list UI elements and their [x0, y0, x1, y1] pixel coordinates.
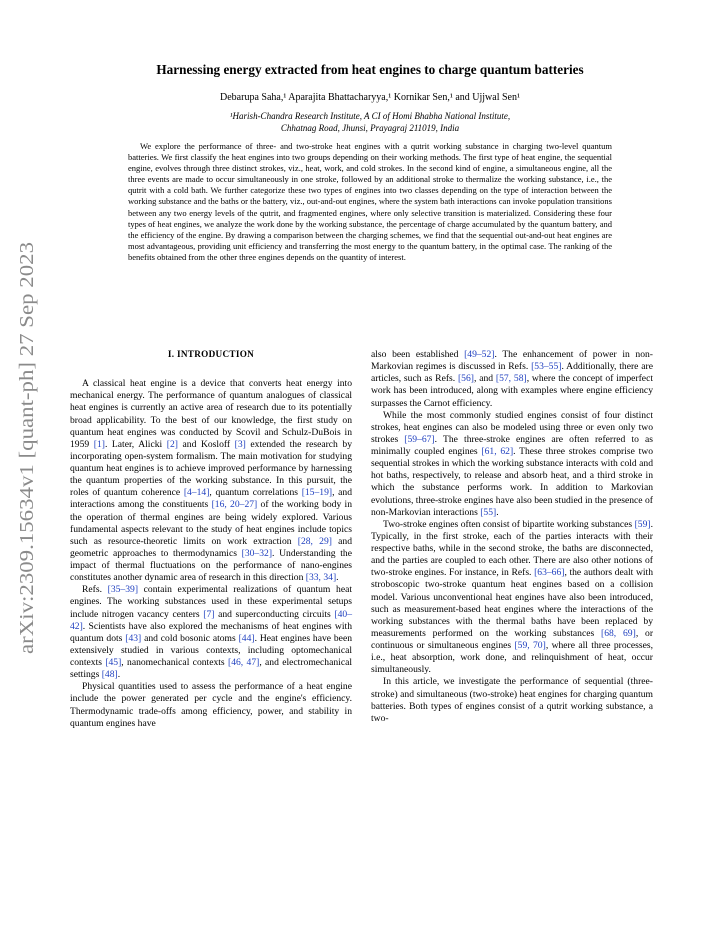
- citation-link[interactable]: [59]: [634, 518, 651, 530]
- citation-link[interactable]: [4–14]: [183, 487, 210, 499]
- affiliation-line-2: Chhatnag Road, Jhunsi, Prayagraj 211019, India: [280, 123, 460, 133]
- paragraph-text: , or continuous or simultaneous engines: [371, 627, 654, 651]
- paragraph-text: . Later, Alicki: [104, 438, 167, 450]
- citation-link[interactable]: [30–32]: [241, 547, 273, 559]
- affiliation: [180, 110, 560, 134]
- paragraph-text: . The enhancement of power in non-Markovian regimes is discussed in Refs.: [371, 349, 654, 373]
- citation-link[interactable]: [2]: [166, 438, 178, 450]
- right-column: [371, 349, 653, 725]
- paragraph-text: also been established: [371, 349, 465, 360]
- citation-link[interactable]: [1]: [93, 438, 105, 450]
- author-list: Debarupa Saha,¹ Aparajita Bhattacharyya,¹ Kornikar Sen,¹ and Ujjwal Sen¹: [220, 92, 520, 103]
- paragraph-text: . Scientists have also explored the mechanisms of heat engines with quantum dots: [70, 620, 352, 644]
- paragraph-text: and superconducting circuits: [214, 608, 335, 620]
- citation-link[interactable]: [63–66]: [534, 567, 565, 579]
- citation-link[interactable]: [55]: [480, 506, 497, 518]
- paragraph-text: Two-stroke engines often consist of bipartite working substances: [383, 518, 635, 530]
- paragraph-text: contain experimental realizations of quantum heat engines. The working substances used in these experimental setups include nitrogen vacancy centers: [70, 584, 352, 620]
- citation-link[interactable]: [35–39]: [107, 584, 139, 596]
- paragraph-text: Refs.: [82, 584, 108, 596]
- paragraph-text: and geometric approaches to thermodynamics: [70, 535, 353, 559]
- citation-link[interactable]: [57, 58]: [495, 373, 527, 385]
- paragraph-text: , and: [473, 373, 496, 385]
- section-heading: I. INTRODUCTION: [167, 349, 255, 359]
- arxiv-identifier: [12, 236, 40, 656]
- paragraph-text: , quantum correlations: [209, 487, 302, 499]
- paragraph-text: , and interactions among the constituents: [70, 487, 352, 511]
- paragraph-text: and cold bosonic atoms: [141, 632, 239, 644]
- paragraph: [70, 584, 352, 681]
- citation-link[interactable]: [40–42]: [70, 608, 352, 632]
- paragraph-text: of the working body in the operation of thermal engines are being widely explored. Various fundamental aspects relevant to the study of heat engines include topics such as resource-theoretic limits on work extraction: [70, 499, 353, 547]
- citation-link[interactable]: [43]: [125, 632, 142, 644]
- citation-link[interactable]: [15–19]: [301, 487, 333, 499]
- paragraph-text: , where all three processes, i.e., heat absorption, work done, and relinquishment of heat, occur simultaneously.: [371, 640, 654, 676]
- paragraph-text: and Kosloff: [177, 438, 235, 450]
- citation-link[interactable]: [49–52]: [464, 349, 495, 360]
- paragraph: [70, 378, 352, 584]
- paragraph: [371, 410, 653, 519]
- paragraph-text: . Typically, in the first stroke, each of the parties interacts with their respective baths, while in the second stroke, the baths are disconnected, and the parties are coupled to each other. There are also other notions of two-stroke engines. For instance, in Refs.: [371, 518, 653, 579]
- paragraph-text: Physical quantities used to assess the performance of a heat engine include the power generated per cycle and the engine's efficiency. Thermodynamic trade-offs among efficiency, power, and stability in quantum engines have: [70, 681, 352, 729]
- paragraph-text: .: [496, 506, 499, 518]
- citation-link[interactable]: [61, 62]: [481, 446, 514, 457]
- paragraph-text: While the most commonly studied engines consist of four distinct strokes, heat engines can also be modeled using three or even only two strokes: [371, 409, 653, 445]
- paragraph-text: . Understanding the impact of thermal fluctuations on the performance of nano-engines constitutes another dynamic area of research in this direction: [70, 547, 352, 584]
- paragraph-text: . The three-stroke engines are often referred to as minimally coupled engines: [371, 433, 654, 457]
- citation-link[interactable]: [44]: [238, 632, 255, 644]
- citation-link[interactable]: [68, 69]: [601, 627, 636, 639]
- citation-link[interactable]: [53–55]: [531, 361, 562, 373]
- abstract: We explore the performance of three- and two-stroke heat engines with a qutrit working substance in charging two-level quantum batteries. We first classify the heat engines into two groups depending on their working methods. The first type of heat engine, the sequential engine, evolves through three distinct strokes, viz., heat, work, and cold strokes. In the second kind of engine, a simultaneous engine, all the three events are made to occur simultaneously in one stroke, followed by an additional stroke to thermalize the working substance, i.e., the qutrit with a cold bath. We further categorize these two types of engines into two classes depending on the type of interaction between the working substance and the baths or the battery, viz., out-and-out engines, where the system bath interactions can invoke population transitions between any two energy levels of the qutrit, and fragmented engines, where only selective transition is materialized. Considering these four types of heat engines, we analyze the work done by the working substance, the percentage of charge accumulated by the quantum battery, and the efficiency of the engine. By drawing a comparison between the charging schemes, we find that the sequential out-and-out heat engines are most advantageous, providing unit efficiency and transferring the most energy to the quantum battery, in the optimal case. The ranking of the benefits obtained from the other three engines depends on the quantity of interest.: [128, 141, 612, 262]
- paragraph: [70, 681, 352, 730]
- paragraph-text: , nanomechanical contexts: [121, 657, 228, 668]
- paragraph-text: , the authors dealt with stroboscopic two-stroke quantum heat engines based on a collision model. Various unconventional heat engines have also been introduced, such as measurement-based heat engines where the interactions of the working substances with the thermal baths have been replaced by measurements performed on the working substances: [371, 567, 654, 639]
- citation-link[interactable]: [7]: [203, 608, 215, 620]
- citation-link[interactable]: [46, 47]: [228, 657, 260, 668]
- citation-link[interactable]: [28, 29]: [297, 535, 332, 547]
- citation-link[interactable]: [3]: [234, 438, 246, 450]
- paragraph: [371, 519, 653, 677]
- paragraph-text: .: [336, 572, 339, 584]
- paragraph-text: A classical heat engine is a device that converts heat energy into mechanical energy. The performance of quantum analogues of classical heat engines is currently an active area of research due to its potentially broad applicability. To the best of our knowledge, the first study on quantum heat engines was conducted by Scovil and Schulz-DuBois in 1959: [70, 378, 352, 450]
- right-column-body: [371, 349, 653, 725]
- paragraph-text: , and electromechanical settings: [70, 657, 353, 681]
- paragraph-text: . Additionally, there are articles, such as Refs.: [371, 361, 653, 385]
- paper-title: Harnessing energy extracted from heat engines to charge quantum batteries: [156, 62, 584, 77]
- paragraph: [371, 349, 653, 410]
- paragraph-text: .: [117, 669, 121, 681]
- affiliation-line-1: ¹Harish-Chandra Research Institute, A CI of Homi Bhabha National Institute,: [229, 111, 511, 121]
- left-column: [70, 348, 352, 730]
- citation-link[interactable]: [56]: [457, 373, 474, 385]
- paragraph: [371, 676, 653, 725]
- paragraph-text: . These three strokes comprise two sequential strokes in which the working substance interacts with cold and hot baths, respectively, to release and absorb heat, and a third stroke in which the substance performs work. In addition to Markovian evolutions, three-stroke engines have also been studied in the presence of non-Markovian interactions: [371, 446, 654, 518]
- citation-link[interactable]: [16, 20–27]: [211, 499, 258, 511]
- left-column-body: [70, 378, 352, 730]
- citation-link[interactable]: [59–67]: [404, 433, 435, 445]
- citation-link[interactable]: [45]: [105, 657, 122, 668]
- paragraph-text: , where the concept of imperfect work has been introduced, along with examples where engine efficiency surpasses the Carnot efficiency.: [371, 373, 653, 409]
- citation-link[interactable]: [48]: [101, 669, 118, 681]
- paragraph-text: . Heat engines have been extensively studied in various contexts, including optomechanical contexts: [70, 632, 353, 668]
- citation-link[interactable]: [59, 70]: [514, 640, 546, 651]
- paragraph-text: extended the research by incorporating open-system formalism. The main motivation for studying quantum heat engines is to achieve improved performance by harnessing the quantum properties of the working substance. In this pursuit, the roles of quantum coherence: [70, 438, 353, 499]
- paragraph-text: In this article, we investigate the performance of sequential (three-stroke) and simultaneous (two-stroke) heat engines for charging quantum batteries. Both types of engines consist of a qutrit working substance, a two-: [371, 676, 653, 724]
- arxiv-identifier-graphic: [12, 236, 40, 656]
- arxiv-identifier-text: arXiv:2309.15634v1 [quant-ph] 27 Sep 2023: [17, 302, 38, 654]
- citation-link[interactable]: [33, 34]: [305, 572, 337, 584]
